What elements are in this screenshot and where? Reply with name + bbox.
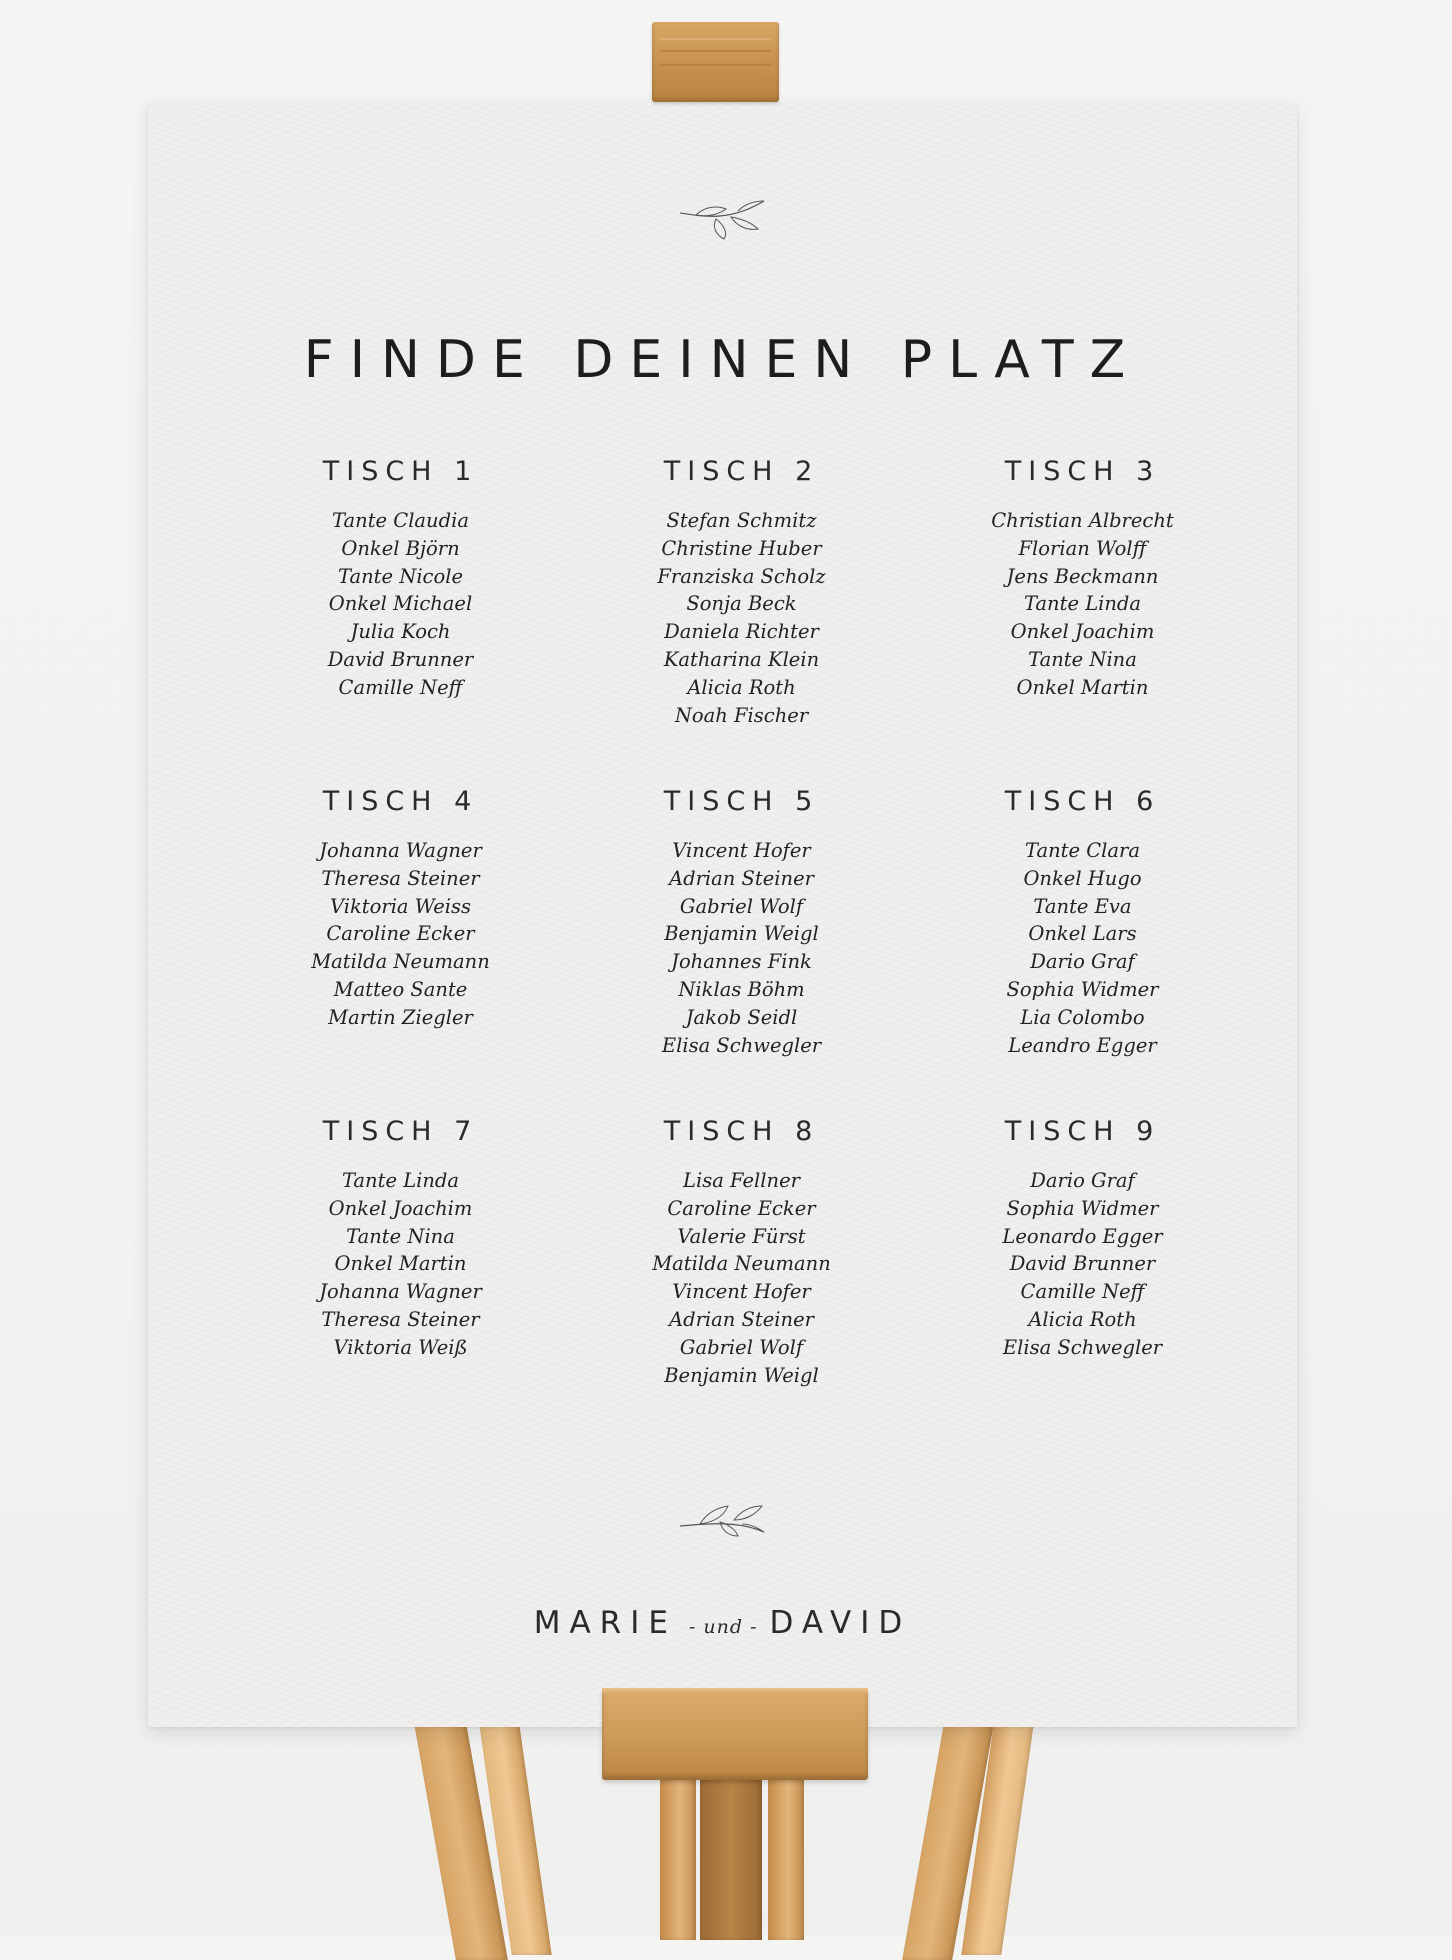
guest-name: Sophia Widmer <box>1006 977 1159 1001</box>
guest-name: Tante Nicole <box>338 564 463 588</box>
guest-name: Vincent Hofer <box>672 839 811 862</box>
guest-name: Onkel Hugo <box>1023 866 1142 890</box>
guest-name: Onkel Michael <box>328 592 473 616</box>
guest-list <box>882 507 1283 702</box>
guest-name: Dario Graf <box>1030 950 1135 974</box>
guest-list <box>882 837 1283 1059</box>
guest-name: Onkel Joachim <box>328 1196 473 1220</box>
guest-name: Tante Claudia <box>332 509 469 532</box>
groom-name: DAVID <box>769 1605 912 1641</box>
easel-leg-center-right <box>768 1780 804 1940</box>
guest-name: Lia Colombo <box>1020 1005 1145 1029</box>
guest-name: Jakob Seidl <box>685 1005 798 1029</box>
guest-name: Alicia Roth <box>1028 1307 1137 1331</box>
guest-name: Daniela Richter <box>664 620 819 644</box>
guest-name: Tante Eva <box>1033 894 1132 918</box>
guest-name: Alicia Roth <box>687 675 796 699</box>
connector-text: - und - <box>688 1616 758 1638</box>
guest-name: Leandro Egger <box>1008 1033 1157 1057</box>
guest-name: Onkel Lars <box>1028 922 1137 946</box>
guest-name: Sonja Beck <box>686 592 797 616</box>
guest-name: Sophia Widmer <box>1006 1196 1159 1220</box>
olive-sprig-icon <box>676 1490 768 1540</box>
guest-list <box>882 1167 1283 1362</box>
guest-name: Caroline Ecker <box>326 922 475 946</box>
guest-name: Matilda Neumann <box>652 1252 831 1276</box>
guest-name: Stefan Schmitz <box>666 509 817 532</box>
guest-name: Julia Koch <box>350 620 451 644</box>
table-heading: TISCH 9 <box>1004 1116 1161 1147</box>
table-6 <box>882 785 1283 1115</box>
table-heading: TISCH 2 <box>663 456 820 487</box>
guest-name: Adrian Steiner <box>669 866 814 890</box>
table-heading: TISCH 6 <box>1004 786 1161 817</box>
guest-name: Theresa Steiner <box>321 1307 480 1331</box>
table-heading: TISCH 5 <box>663 786 820 817</box>
guest-name: Matilda Neumann <box>311 950 490 974</box>
guest-name: Camille Neff <box>338 675 463 699</box>
couple-names <box>148 1605 1297 1641</box>
guest-name: Theresa Steiner <box>321 866 480 890</box>
guest-name: Caroline Ecker <box>667 1196 816 1220</box>
guest-name: Adrian Steiner <box>669 1307 814 1331</box>
guest-name: Viktoria Weiß <box>333 1335 468 1359</box>
guest-name: Viktoria Weiss <box>330 894 471 918</box>
bride-name: MARIE <box>533 1605 677 1641</box>
guest-name: Johanna Wagner <box>319 1280 482 1304</box>
guest-name: Elisa Schwegler <box>1002 1335 1163 1359</box>
easel-top-clamp <box>652 22 779 102</box>
guest-name: Lisa Fellner <box>683 1169 800 1192</box>
table-heading: TISCH 3 <box>1004 456 1161 487</box>
guest-name: Niklas Böhm <box>678 977 805 1001</box>
table-heading: TISCH 8 <box>663 1116 820 1147</box>
table-3 <box>882 455 1283 785</box>
tables-grid <box>260 455 1184 1389</box>
guest-name: Noah Fischer <box>674 703 809 727</box>
easel-leg-center-left <box>660 1780 696 1940</box>
guest-name: Florian Wolff <box>1018 536 1147 560</box>
guest-name: Johanna Wagner <box>319 839 482 862</box>
guest-name: Valerie Fürst <box>677 1224 806 1248</box>
guest-name: Vincent Hofer <box>672 1280 811 1304</box>
guest-name: Gabriel Wolf <box>679 1335 804 1359</box>
guest-name: Leonardo Egger <box>1002 1224 1163 1248</box>
guest-name: Gabriel Wolf <box>679 894 804 918</box>
guest-name: Katharina Klein <box>663 647 820 671</box>
guest-name: Franziska Scholz <box>657 564 826 588</box>
guest-name: Benjamin Weigl <box>664 1363 819 1387</box>
guest-name: Tante Clara <box>1025 839 1140 862</box>
easel-leg-center-back <box>700 1780 762 1940</box>
easel-bottom-ledge <box>602 1688 868 1780</box>
guest-name: Tante Linda <box>1023 592 1142 616</box>
guest-name: Tante Linda <box>341 1169 460 1192</box>
guest-name: David Brunner <box>1009 1252 1156 1276</box>
guest-name: Dario Graf <box>1030 1169 1135 1192</box>
guest-name: Benjamin Weigl <box>664 922 819 946</box>
guest-name: Johannes Fink <box>671 950 812 974</box>
table-heading: TISCH 4 <box>322 786 479 817</box>
guest-name: Onkel Björn <box>341 536 460 560</box>
guest-name: Onkel Joachim <box>1010 620 1155 644</box>
guest-name: David Brunner <box>327 647 474 671</box>
page-title: FINDE DEINEN PLATZ <box>303 330 1142 390</box>
table-heading: TISCH 1 <box>322 456 479 487</box>
guest-name: Christine Huber <box>661 536 822 560</box>
table-heading: TISCH 7 <box>322 1116 479 1147</box>
guest-name: Christian Albrecht <box>991 509 1174 532</box>
guest-name: Onkel Martin <box>1016 675 1149 699</box>
guest-name: Tante Nina <box>1028 647 1137 671</box>
guest-name: Onkel Martin <box>334 1252 467 1276</box>
guest-name: Tante Nina <box>346 1224 455 1248</box>
table-9 <box>882 1115 1283 1389</box>
guest-name: Matteo Sante <box>333 977 468 1001</box>
guest-name: Camille Neff <box>1020 1280 1145 1304</box>
olive-sprig-icon <box>676 195 768 245</box>
guest-name: Martin Ziegler <box>328 1005 473 1029</box>
guest-name: Elisa Schwegler <box>661 1033 822 1057</box>
guest-name: Jens Beckmann <box>1006 564 1159 588</box>
